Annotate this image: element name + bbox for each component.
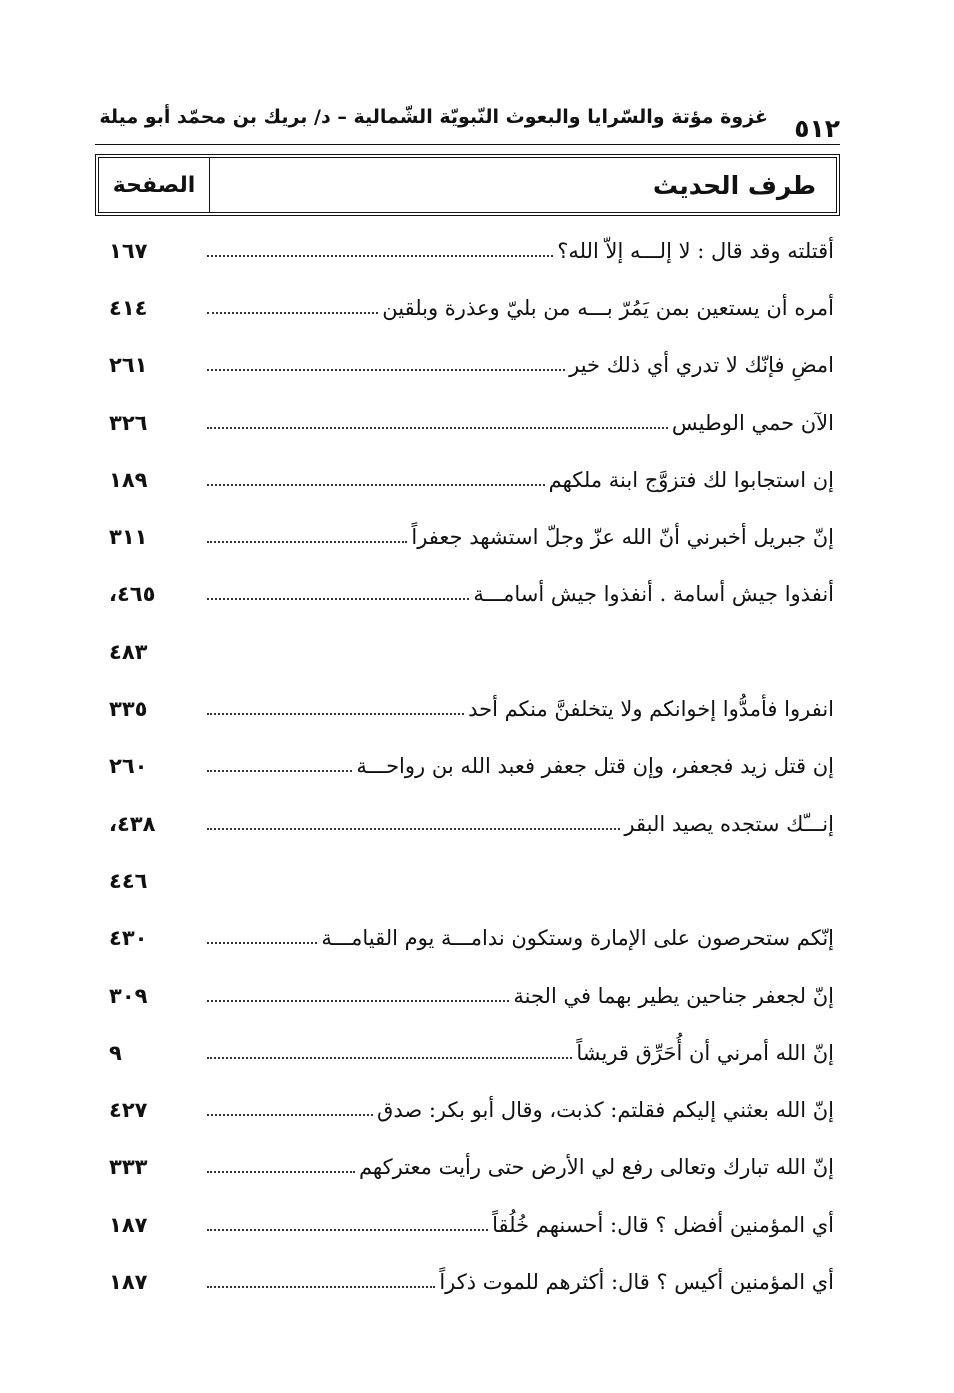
dot-leader (207, 713, 464, 715)
header-rule (95, 144, 840, 145)
column-header-hadith: طرف الحديث (652, 170, 816, 200)
index-entry-continuation (95, 623, 840, 680)
page-number: ٥١٢ (794, 114, 840, 143)
entry-text: إنـــّك ستجده يصيد البقر (624, 811, 834, 836)
entry-page: ٩ (109, 1040, 122, 1065)
entry-page: ٢٦٠ (109, 754, 148, 779)
entry-page: ١٨٧ (109, 1269, 148, 1294)
entry-text: امضِ فإنّك لا تدري أي ذلك خير (569, 353, 834, 378)
entry-page: ٤٤٦ (109, 868, 148, 893)
entry-page: ٤٨٣ (109, 639, 148, 664)
entry-text: إنّ الله أمرني أن أُحَرِّق قريشاً (576, 1040, 834, 1065)
entry-text: إنّ لجعفر جناحين يطير بهما في الجنة (513, 983, 834, 1008)
index-entry (95, 508, 840, 565)
index-entry (95, 566, 840, 623)
entry-text: أنفذوا جيش أسامة . أنفذوا جيش أسامـــة (473, 582, 834, 607)
index-entry (95, 279, 840, 336)
book-title: غزوة مؤتة والسّرايا والبعوث النّبويّة الشّمالية – د/ بريك بن محمّد أبو ميلة (99, 106, 768, 128)
column-header-page: الصفحة (99, 158, 210, 212)
dot-leader (207, 255, 553, 257)
entry-page: ١٦٧ (109, 238, 148, 263)
entry-text: أقتلته وقد قال : لا إلـــه إلاّ الله؟ (557, 238, 834, 263)
entry-page: ١٨٧ (109, 1212, 148, 1237)
entry-page: ٣٣٣ (109, 1155, 148, 1180)
index-entry (95, 795, 840, 852)
dot-leader (207, 484, 545, 486)
entry-text: إنّ الله بعثني إليكم فقلتم: كذبت، وقال أبو بكر: صدق (377, 1098, 834, 1123)
dot-leader (207, 369, 565, 371)
dot-leader (207, 1057, 572, 1059)
entry-page: ٣٢٦ (109, 410, 148, 435)
index-entry (95, 1024, 840, 1081)
dot-leader (207, 770, 352, 772)
dot-leader (207, 942, 317, 944)
entry-page: ٤١٤ (109, 295, 148, 320)
dot-leader (207, 598, 469, 600)
dot-leader (207, 312, 378, 314)
entry-page: ٤٣٨، (109, 811, 156, 836)
entry-page: ٤٦٥، (109, 582, 156, 607)
dot-leader (207, 1114, 373, 1116)
index-entry (95, 738, 840, 795)
index-entry (95, 1081, 840, 1138)
index-entry (95, 337, 840, 394)
entry-text: الآن حمي الوطيس (671, 410, 834, 435)
entry-page: ٣٠٩ (109, 983, 148, 1008)
entry-text: انفروا فأمدُّوا إخوانكم ولا يتخلفنَّ منكم أحد (468, 697, 834, 722)
entry-text: أي المؤمنين أكيس ؟ قال: أكثرهم للموت ذكراً (439, 1269, 834, 1294)
entry-text: إنّكم ستحرصون على الإمارة وستكون ندامـــة يوم القيامـــة (321, 926, 834, 951)
index-entry (95, 910, 840, 967)
entry-page: ٤٢٧ (109, 1098, 148, 1123)
entry-page: ٣١١ (109, 525, 148, 550)
page (95, 100, 840, 1294)
dot-leader (207, 541, 407, 543)
entry-text: أي المؤمنين أفضل ؟ قال: أحسنهم خُلُقاً (492, 1212, 834, 1237)
dot-leader (207, 1000, 509, 1002)
entry-page: ١٨٩ (109, 467, 148, 492)
dot-leader (207, 427, 668, 429)
index-entry (95, 680, 840, 737)
hadith-index-list (95, 222, 840, 1311)
dot-leader (207, 828, 620, 830)
index-entry (95, 394, 840, 451)
entry-text: إن استجابوا لك فتزوَّج ابنة ملكهم (548, 467, 834, 492)
running-head (95, 100, 840, 143)
index-entry (95, 967, 840, 1024)
entry-text: أمره أن يستعين بمن يَمُرّ بـــه من بليّ وعذرة وبلقين (382, 295, 834, 320)
table-header (95, 154, 840, 216)
dot-leader (207, 1171, 355, 1173)
index-entry (95, 451, 840, 508)
index-entry (95, 1253, 840, 1310)
entry-text: إن قتل زيد فجعفر، وإن قتل جعفر فعبد الله بن رواحـــة (356, 754, 834, 779)
entry-text: إنّ الله تبارك وتعالى رفع لي الأرض حتى رأيت معتركهم (358, 1155, 834, 1180)
entry-page: ٤٣٠ (109, 926, 148, 951)
entry-page: ٣٣٥ (109, 697, 148, 722)
dot-leader (207, 1229, 488, 1231)
index-entry-continuation (95, 852, 840, 909)
index-entry (95, 222, 840, 279)
entry-page: ٢٦١ (109, 353, 148, 378)
entry-text: إنّ جبريل أخبرني أنّ الله عزّ وجلّ استشهد جعفراً (411, 525, 834, 550)
index-entry (95, 1196, 840, 1253)
dot-leader (207, 1286, 435, 1288)
index-entry (95, 1139, 840, 1196)
